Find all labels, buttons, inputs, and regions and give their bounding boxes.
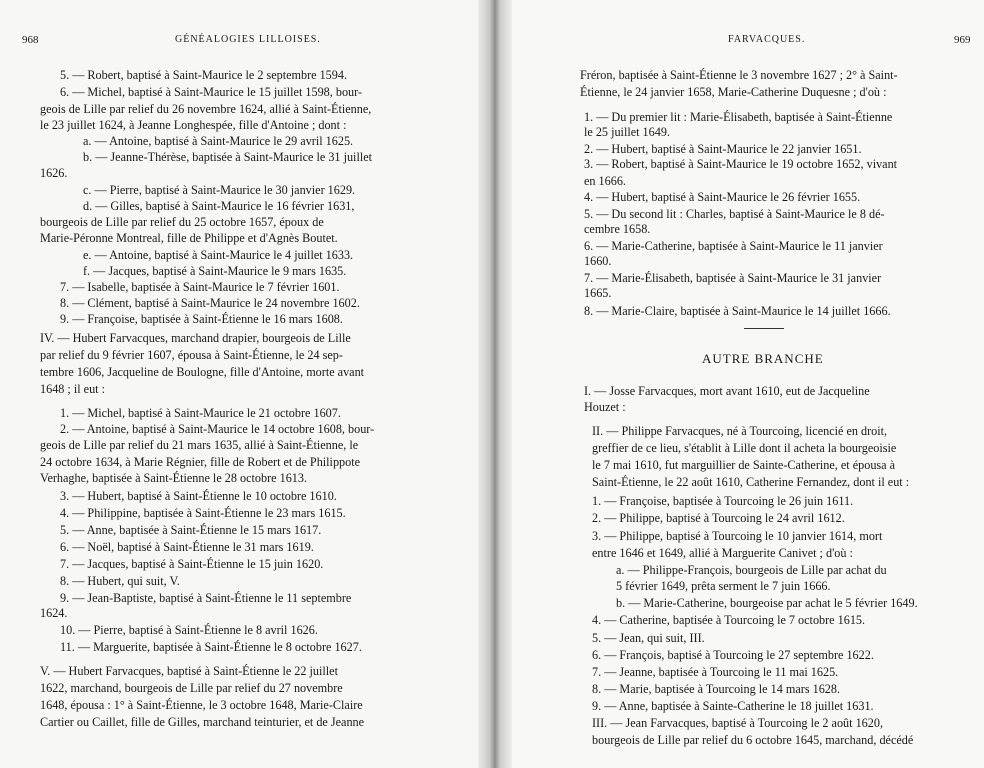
left-text-line: Cartier ou Caillet, fille de Gilles, marchand teinturier, et de Jeanne xyxy=(40,715,365,729)
right-text-line: 4. — Hubert, baptisé à Saint-Maurice le 26 février 1655. xyxy=(584,190,861,204)
left-text-line: d. — Gilles, baptisé à Saint-Maurice le 16 février 1631, xyxy=(83,199,355,213)
page-number-right: 969 xyxy=(954,34,971,46)
left-text-line: 6. — Noël, baptisé à Saint-Étienne le 31 mars 1619. xyxy=(60,540,314,554)
left-text-line: 2. — Antoine, baptisé à Saint-Maurice le 14 octobre 1608, bour- xyxy=(60,422,375,436)
right-text-line: 6. — François, baptisé à Tourcoing le 27 septembre 1622. xyxy=(592,648,874,662)
left-text-line: 5. — Robert, baptisé à Saint-Maurice le 2 septembre 1594. xyxy=(60,68,348,82)
right-text-line: Saint-Étienne, le 22 août 1610, Catherine Fernandez, dont il eut : xyxy=(592,475,910,489)
right-text-line: 9. — Anne, baptisée à Sainte-Catherine le 18 juillet 1631. xyxy=(592,699,874,713)
right-text-line: 3. — Philippe, baptisé à Tourcoing le 10 janvier 1614, mort xyxy=(592,529,883,543)
left-text-line: 9. — Françoise, baptisée à Saint-Étienne le 16 mars 1608. xyxy=(60,312,343,326)
section-heading: AUTRE BRANCHE xyxy=(702,351,824,366)
left-text-line: V. — Hubert Farvacques, baptisé à Saint-Étienne le 22 juillet xyxy=(40,664,338,678)
right-text-line: 2. — Hubert, baptisé à Saint-Maurice le 22 janvier 1651. xyxy=(584,142,862,156)
left-text-line: 10. — Pierre, baptisé à Saint-Étienne le 8 avril 1626. xyxy=(60,623,318,637)
left-text-line: tembre 1606, Jacqueline de Boulogne, fille d'Antoine, morte avant xyxy=(40,365,365,379)
right-page xyxy=(488,0,984,768)
right-text-line: le 7 mai 1610, fut marguillier de Sainte-Catherine, et épousa à xyxy=(592,458,896,472)
left-text-line: 1. — Michel, baptisé à Saint-Maurice le 21 octobre 1607. xyxy=(60,406,341,420)
right-text-line: I. — Josse Farvacques, mort avant 1610, eut de Jacqueline xyxy=(584,384,870,398)
right-text-line: 8. — Marie-Claire, baptisée à Saint-Maurice le 14 juillet 1666. xyxy=(584,304,891,318)
left-text-line: 24 octobre 1634, à Marie Régnier, fille de Robert et de Philippote xyxy=(40,455,361,469)
left-text-line: 3. — Hubert, baptisé à Saint-Étienne le 10 octobre 1610. xyxy=(60,489,337,503)
right-text-line: II. — Philippe Farvacques, né à Tourcoing, licencié en droit, xyxy=(592,424,888,438)
left-text-line: 1624. xyxy=(40,606,68,620)
right-text-line: Houzet : xyxy=(584,400,626,414)
right-text-line: Étienne, le 24 janvier 1658, Marie-Catherine Duquesne ; d'où : xyxy=(580,85,887,99)
right-text-line: Fréron, baptisée à Saint-Étienne le 3 novembre 1627 ; 2° à Saint- xyxy=(580,68,898,82)
right-text-line: en 1666. xyxy=(584,174,626,188)
right-text-line: 5. — Jean, qui suit, III. xyxy=(592,631,705,645)
right-text-line: le 25 juillet 1649. xyxy=(584,125,670,139)
right-text-line: entre 1646 et 1649, allié à Marguerite Canivet ; d'où : xyxy=(592,546,853,560)
left-text-line: 11. — Marguerite, baptisée à Saint-Étienne le 8 octobre 1627. xyxy=(60,640,362,654)
left-text-line: geois de Lille par relief du 21 mars 1635, allié à Saint-Étienne, le xyxy=(40,438,359,452)
left-text-line: 6. — Michel, baptisé à Saint-Maurice le 15 juillet 1598, bour- xyxy=(60,85,363,99)
right-text-line: 4. — Catherine, baptisée à Tourcoing le 7 octobre 1615. xyxy=(592,613,866,627)
left-text-line: 8. — Clément, baptisé à Saint-Maurice le 24 novembre 1602. xyxy=(60,296,360,310)
left-text-line: geois de Lille par relief du 26 novembre 1624, allié à Saint-Étienne, xyxy=(40,102,372,116)
left-text-line: c. — Pierre, baptisé à Saint-Maurice le 30 janvier 1629. xyxy=(83,183,356,197)
right-text-line: 3. — Robert, baptisé à Saint-Maurice le 19 octobre 1652, vivant xyxy=(584,157,898,171)
left-text-line: bourgeois de Lille par relief du 25 octobre 1657, époux de xyxy=(40,215,324,229)
left-text-line: 1626. xyxy=(40,166,68,180)
left-text-line: le 23 juillet 1624, à Jeanne Longhespée, fille d'Antoine ; dont : xyxy=(40,118,347,132)
right-text-line: 5 février 1649, prêta serment le 7 juin 1666. xyxy=(616,579,831,593)
right-text-line: bourgeois de Lille par relief du 6 octobre 1645, marchand, décédé xyxy=(592,733,914,747)
left-text-line: a. — Antoine, baptisé à Saint-Maurice le 29 avril 1625. xyxy=(83,134,354,148)
left-text-line: 1648, épousa : 1° à Saint-Étienne, le 3 octobre 1648, Marie-Claire xyxy=(40,698,363,712)
right-text-line: 7. — Marie-Élisabeth, baptisée à Saint-Maurice le 31 janvier xyxy=(584,271,882,285)
right-text-line: 1. — Françoise, baptisée à Tourcoing le 26 juin 1611. xyxy=(592,494,854,508)
left-text-line: Verhaghe, baptisée à Saint-Étienne le 28 octobre 1613. xyxy=(40,471,308,485)
left-text-line: 4. — Philippine, baptisée à Saint-Étienne le 23 mars 1615. xyxy=(60,506,346,520)
right-text-line: 2. — Philippe, baptisé à Tourcoing le 24 avril 1612. xyxy=(592,511,845,525)
right-text-line: cembre 1658. xyxy=(584,222,651,236)
left-page xyxy=(0,0,488,768)
right-text-line: 6. — Marie-Catherine, baptisée à Saint-Maurice le 11 janvier xyxy=(584,239,883,253)
left-text-line: 9. — Jean-Baptiste, baptisé à Saint-Étienne le 11 septembre xyxy=(60,591,352,605)
left-text-line: 7. — Isabelle, baptisée à Saint-Maurice le 7 février 1601. xyxy=(60,280,340,294)
running-head-left: GÉNÉALOGIES LILLOISES. xyxy=(175,34,321,45)
left-text-line: 7. — Jacques, baptisé à Saint-Étienne le 15 juin 1620. xyxy=(60,557,324,571)
right-text-line: b. — Marie-Catherine, bourgeoise par achat le 5 février 1649. xyxy=(616,596,918,610)
book-gutter xyxy=(478,0,512,768)
left-text-line: 5. — Anne, baptisée à Saint-Étienne le 15 mars 1617. xyxy=(60,523,322,537)
left-text-line: b. — Jeanne-Thérèse, baptisée à Saint-Maurice le 31 juillet xyxy=(83,150,373,164)
right-text-line: III. — Jean Farvacques, baptisé à Tourcoing le 2 août 1620, xyxy=(592,716,883,730)
left-text-line: e. — Antoine, baptisé à Saint-Maurice le 4 juillet 1633. xyxy=(83,248,354,262)
left-text-line: IV. — Hubert Farvacques, marchand drapier, bourgeois de Lille xyxy=(40,331,351,345)
right-text-line: a. — Philippe-François, bourgeois de Lille par achat du xyxy=(616,563,887,577)
right-text-line: 1660. xyxy=(584,254,612,268)
right-text-line: 8. — Marie, baptisée à Tourcoing le 14 mars 1628. xyxy=(592,682,841,696)
section-divider xyxy=(744,328,784,329)
left-text-line: 1648 ; il eut : xyxy=(40,382,105,396)
page-number-left: 968 xyxy=(22,34,39,46)
left-text-line: Marie-Péronne Montreal, fille de Philippe et d'Agnès Boutet. xyxy=(40,231,338,245)
right-text-line: 7. — Jeanne, baptisée à Tourcoing le 11 mai 1625. xyxy=(592,665,839,679)
left-text-line: 8. — Hubert, qui suit, V. xyxy=(60,574,180,588)
right-text-line: 1. — Du premier lit : Marie-Élisabeth, baptisée à Saint-Étienne xyxy=(584,110,893,124)
running-head-right: FARVACQUES. xyxy=(728,34,806,45)
right-text-line: 1665. xyxy=(584,286,612,300)
right-text-line: greffier de ce lieu, s'établit à Lille dont il acheta la bourgeoisie xyxy=(592,441,897,455)
right-text-line: 5. — Du second lit : Charles, baptisé à Saint-Maurice le 8 dé- xyxy=(584,207,885,221)
left-text-line: par relief du 9 février 1607, épousa à Saint-Étienne, le 24 sep- xyxy=(40,348,343,362)
left-text-line: f. — Jacques, baptisé à Saint-Maurice le 9 mars 1635. xyxy=(83,264,347,278)
left-text-line: 1622, marchand, bourgeois de Lille par relief du 27 novembre xyxy=(40,681,343,695)
